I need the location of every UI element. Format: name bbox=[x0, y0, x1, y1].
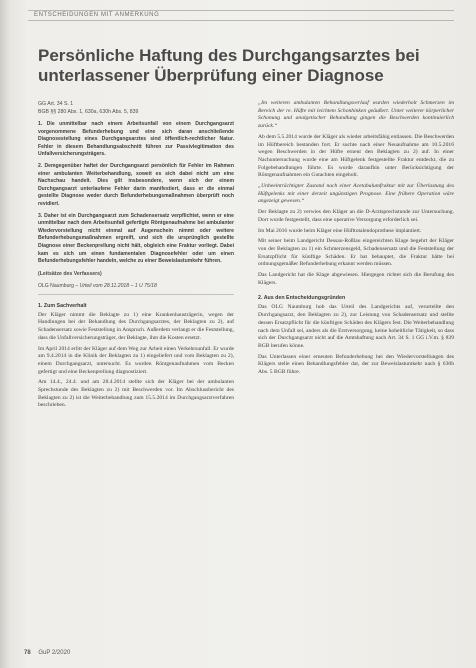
guiding-principle: 1. Die unmittelbar nach einem Arbeitsunfall von einem Durchgangsarzt vorgenommene Befunderhebung und eine sich daran anschließende Diagnosestellung eines Durchgangsarztes sind öffentlich-rechtlicher Natur. Fehler in diesem Behandlungsabschnitt führen zur Passivlegitimation des Unfallversicherungsträgers. bbox=[38, 121, 234, 158]
running-head: ENTSCHEIDUNGEN MIT ANMERKUNG bbox=[28, 10, 454, 21]
body-paragraph: Am 14.4., 24.4. und am 28.4.2014 stellte sich der Kläger bei der ambulanten Sprechstunde des Beklagten zu 2) mit Beschwerden vor. Im Abschlussbericht des Beklagten zu 2) ist die Weiterbehandlung zum 15.5.2014 im Durchgangsarztverfahren beschrieben. bbox=[38, 379, 234, 409]
section-heading: 1. Zum Sachverhalt bbox=[38, 302, 87, 309]
body-paragraph: Der Kläger nimmt die Beklagte zu 1) eine Krankenhausträgerin, wegen der Handlungen bei der Behandlung des Durchgangsarztes, der Beklagten zu 2), auf Schadensersatz sowie Feststellung in Anspruch. Außerdem verlangt er die Feststellung, dass die Unfallversicherungsträger, der Beklagte, ihm die Kosten ersetzt. bbox=[38, 311, 234, 341]
page-number: 78 bbox=[24, 650, 31, 656]
body-paragraph: Im April 2014 erlitt der Kläger auf dem Weg zur Arbeit einen Verkehrsunfall. Er wurde am 9.4.2014 in die Klinik der Beklagten zu 1) eingeliefert und vom Beklagten zu 2), einem Durchgangsarzt, untersucht. Es wurden Röntgenaufnahmen vom Becken gefertigt und eine Beckenprellung diagnostiziert. bbox=[38, 345, 234, 375]
court-decision-ref: Urteil vom 28.11.2018 – 1 U 75/18 bbox=[79, 282, 157, 289]
right-column bbox=[258, 100, 454, 380]
body-paragraph: Mit seiner beim Landgericht Dessau-Roßlau eingereichten Klage begehrt der Kläger von der Beklagten zu 1) ein Schmerzensgeld, Schadensersatz und die Feststellung der Ersatzpflicht für künftige Schäden. Er hat behauptet, die Fraktur hätte bei ordnungsgemäßer Befunderhebung erkannt werden müssen. bbox=[258, 238, 454, 268]
body-paragraph: Das OLG Naumburg hob das Urteil des Landgerichts auf, verurteilte den Durchgangsarzt, den Beklagten zu 2), zur Leistung von Schadensersatz und stellte dessen Ersatzpflicht für die künftigen Schäden des Klägers fest. Die Weiterbehandlung nach dem Unfall sei, anders als die Erstversorgung, keine hoheitliche Tätigkeit, so dass sich der Durchgangsarzt nicht auf die Amtshaftung nach Art. 34 S. 1 GG i.V.m. § 839 BGB berufen könne. bbox=[258, 304, 454, 349]
section-heading: 2. Aus den Entscheidungsgründen bbox=[258, 295, 346, 302]
editorial-note: (Leitsätze des Verfassers) bbox=[38, 270, 102, 277]
guiding-principle: 3. Daher ist ein Durchgangsarzt zum Schadensersatz verpflichtet, wenn er eine unmittelbar nach dem Arbeitsunfall gefertigte Röntgenaufnahme bei ambulanter Wiedervorstellung nicht einmal auf Augenschein nimmt oder weitere Befunderhebungsmaßnahmen ergreift, und sich die ursprünglich gestellte Diagnose einer Beckenprellung nicht hält, obgleich eine Fraktur vorliegt. Dabei kam es sich um einen fundamentalen Diagnosefehler oder um einen Befunderhebungsfehler handeln, welche zu einer Beweislastumkehr führen. bbox=[38, 212, 234, 265]
divider bbox=[38, 294, 234, 295]
statute-reference: GG Art. 34 S. 1 bbox=[38, 101, 74, 107]
article-title: Persönliche Haftung des Durchgangsarztes bei unterlassener Überprüfung einer Diagnose bbox=[38, 46, 420, 85]
court-name: OLG Naumburg bbox=[38, 282, 74, 289]
body-paragraph: Im Mai 2016 wurde beim Kläger eine Hüfttotalendoprothese implantiert. bbox=[258, 227, 422, 234]
body-paragraph: Das Landgericht hat die Klage abgewiesen. Hiergegen richtet sich die Berufung des Klägers. bbox=[258, 272, 454, 286]
body-paragraph: Das Unterlassen einer erneuten Befunderhebung bei den Wiedervorstellungen des Klägers stelle einen Behandlungsfehler dar, der zur Beweislastumkehr nach § 630h Abs. 5 BGB führe. bbox=[258, 353, 454, 376]
body-paragraph: Der Beklagte zu 2) verwies den Kläger an die D-Arztsprechstunde zur Untersuchung. Dort wurde festgestellt, dass eine operative Versorgung erforderlich sei. bbox=[258, 209, 454, 223]
statute-reference: BGB §§ 280 Abs. 1, 630a, 630h Abs. 5, 839 bbox=[38, 109, 139, 115]
body-paragraph: Ab dem 5.5.2014 wurde der Kläger als wieder arbeitsfähig entlassen. Die Beschwerden im Hüftbereich bestanden fort. Er suchte nach einer Neuaufnahme am 10.5.2016 wegen Beschwerden in der Hüfte erneut den Beklagten zu 2) auf. In einer Nachuntersuchung wurde eine am Hüftgelenk festgestellte Fraktur entdeckt, die zu Folgebehandlungen führte. Es wurde daraufhin unter Berücksichtigung der Röntgenaufnahmen ein Gutachten eingeholt. bbox=[258, 133, 454, 179]
left-column bbox=[38, 100, 234, 413]
guiding-principle: 2. Demgegenüber haftet der Durchgangsarzt persönlich für Fehler im Rahmen einer ambulanten Weiterbehandlung, soweit es sich dabei nicht um eine Nachschau handelt. Dies gilt insbesondere, wenn sich der einem Durchgangsarzt unterlaufene Fehler darin manifestiert, dass er die einmal gestellte Diagnose weder durch Befunderhebungsmaßnahmen überprüft noch revidiert. bbox=[38, 162, 234, 207]
quoted-paragraph: „Unbeeinträchtigter Zustand nach einer Acetabulumfraktur mit zur Überlastung des Hüftgelenks mit einer derzeit ungünstigen Prognose. Eine frühere Operation wäre angezeigt gewesen.“ bbox=[258, 183, 454, 205]
page-fold-shadow bbox=[0, 0, 10, 668]
journal-issue: GuP 2/2020 bbox=[38, 650, 71, 656]
quoted-paragraph: „Im weiteren ambulanten Behandlungsverlauf wurden wiederholt Schmerzen im Bereich der re. Hüfte mit leichtem Schonhinken geäußert. Unter weiterer körperlicher Schonung und analgetischer Behandlung gingen die Beschwerden kontinuierlich zurück.“ bbox=[258, 100, 454, 130]
court-citation: OLG Naumburg – Urteil vom 28.11.2018 – 1 U 75/18 bbox=[38, 282, 157, 289]
page-footer bbox=[24, 650, 224, 656]
